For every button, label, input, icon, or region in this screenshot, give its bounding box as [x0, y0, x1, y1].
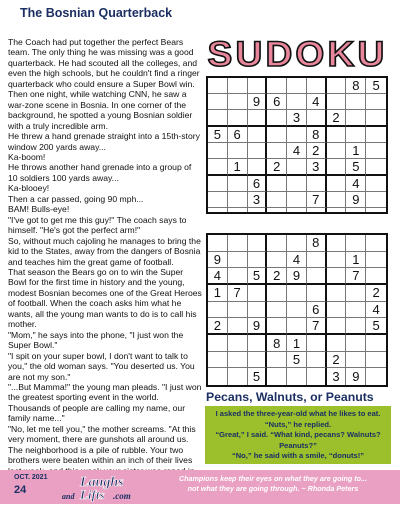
sudoku-cell[interactable]: 6 — [228, 127, 248, 143]
sudoku-cell[interactable]: 4 — [366, 302, 386, 319]
sudoku-cell[interactable] — [267, 368, 287, 385]
sudoku-cell[interactable] — [307, 176, 327, 192]
joke-title: Pecans, Walnuts, or Peanuts — [206, 390, 374, 404]
sudoku-cell[interactable]: 5 — [366, 318, 386, 335]
sudoku-cell[interactable] — [287, 285, 307, 302]
sudoku-cell[interactable]: 9 — [287, 268, 307, 285]
sudoku-cell[interactable] — [327, 159, 347, 176]
sudoku-cell[interactable] — [248, 352, 268, 369]
story-paragraph: He threw a hand grenade straight into a 15th-story window 200 yards away... — [8, 131, 200, 152]
sudoku-cell[interactable] — [228, 268, 248, 285]
sudoku-cell[interactable]: 3 — [248, 192, 268, 208]
joke-line: “Great,” I said. “What kind, pecans? Walnuts? — [215, 430, 381, 440]
sudoku-cell[interactable] — [327, 192, 347, 208]
sudoku-cell[interactable]: 7 — [307, 192, 327, 208]
sudoku-cell[interactable] — [366, 176, 386, 192]
sudoku-cell[interactable] — [327, 127, 347, 143]
sudoku-cell[interactable] — [366, 352, 386, 369]
sudoku-cell[interactable] — [366, 110, 386, 127]
sudoku-cell[interactable] — [267, 318, 287, 335]
sudoku-cell[interactable]: 2 — [208, 318, 228, 335]
quote-line: Champions keep their eyes on what they are going to... — [178, 474, 368, 483]
sudoku-cell[interactable] — [307, 268, 327, 285]
sudoku-grid-top — [206, 76, 388, 214]
sudoku-cell[interactable] — [287, 78, 307, 94]
sudoku-cell[interactable]: 4 — [287, 143, 307, 159]
sudoku-cell[interactable] — [248, 252, 268, 269]
sudoku-cell[interactable] — [208, 110, 228, 127]
sudoku-cell[interactable]: 1 — [346, 252, 366, 269]
sudoku-cell[interactable]: 4 — [346, 176, 366, 192]
story-paragraph: "I spit on your super bowl, I don't want to talk to you," the old woman says. "You deserted us. You are not my son." — [8, 350, 195, 382]
sudoku-cell[interactable]: 1 — [287, 335, 307, 352]
sudoku-cell[interactable] — [307, 368, 327, 385]
sudoku-cell[interactable] — [248, 235, 268, 252]
sudoku-cell[interactable] — [267, 352, 287, 369]
sudoku-cell[interactable] — [267, 302, 287, 319]
sudoku-cell[interactable] — [366, 335, 386, 352]
sudoku-cell[interactable] — [248, 110, 268, 127]
logo-laughs: Laughs — [80, 475, 124, 490]
story-paragraph: Then one night, while watching CNN, he saw a war-zone scene in Bosnia. In one corner of the background, he spotted a young Bosnian soldier with a truly incredible arm. — [8, 89, 193, 131]
sudoku-cell[interactable]: 2 — [307, 143, 327, 159]
sudoku-cell[interactable] — [366, 159, 386, 176]
sudoku-cell[interactable] — [287, 127, 307, 143]
sudoku-cell[interactable] — [208, 143, 228, 159]
sudoku-cell[interactable] — [228, 302, 248, 319]
sudoku-cell[interactable] — [327, 335, 347, 352]
sudoku-cell[interactable] — [287, 235, 307, 252]
sudoku-cell[interactable] — [327, 208, 347, 212]
sudoku-cell[interactable]: 3 — [327, 368, 347, 385]
sudoku-cell[interactable]: 1 — [208, 285, 228, 302]
sudoku-cell[interactable] — [248, 143, 268, 159]
sudoku-cell[interactable] — [208, 368, 228, 385]
sudoku-cell[interactable] — [327, 176, 347, 192]
sudoku-cell[interactable] — [327, 143, 347, 159]
sudoku-cell[interactable]: 5 — [208, 127, 228, 143]
sudoku-cell[interactable] — [346, 302, 366, 319]
sudoku-cell[interactable]: 2 — [267, 159, 287, 176]
sudoku-cell[interactable] — [366, 368, 386, 385]
logo-and: and — [62, 492, 75, 501]
story-paragraph: Ka-blooey! — [8, 183, 50, 194]
story-paragraph: "I've got to get me this guy!" The coach says to himself. "He's got the perfect arm!" — [8, 214, 187, 236]
sudoku-cell[interactable]: 3 — [307, 159, 327, 176]
sudoku-cell[interactable]: 8 — [307, 235, 327, 252]
sudoku-cell[interactable]: 9 — [346, 192, 366, 208]
joke-box — [205, 406, 391, 464]
sudoku-cell[interactable]: 1 — [346, 143, 366, 159]
sudoku-title — [205, 35, 390, 73]
sudoku-cell[interactable] — [248, 208, 268, 212]
story-paragraph: Then a car passed, going 90 mph... — [8, 193, 144, 204]
story-body — [8, 37, 203, 475]
sudoku-cell[interactable] — [346, 235, 366, 252]
sudoku-cell[interactable] — [228, 110, 248, 127]
story-paragraph: "Mom," he says into the phone, "I just won the Super Bowl." — [8, 329, 184, 351]
sudoku-cell[interactable] — [228, 235, 248, 252]
joke-line: Peanuts?” — [279, 440, 317, 450]
sudoku-cell[interactable] — [267, 78, 287, 94]
sudoku-cell[interactable] — [208, 176, 228, 192]
sudoku-cell[interactable] — [287, 176, 307, 192]
sudoku-cell[interactable] — [228, 208, 248, 212]
sudoku-cell[interactable] — [267, 110, 287, 127]
sudoku-cell[interactable]: 6 — [267, 94, 287, 110]
joke-line: “No,” he said with a smile, “donuts!” — [231, 451, 365, 461]
sudoku-cell[interactable] — [248, 159, 268, 176]
laughs-and-lifts-logo — [58, 472, 143, 502]
sudoku-cell[interactable] — [346, 127, 366, 143]
sudoku-cell[interactable] — [228, 192, 248, 208]
sudoku-cell[interactable] — [287, 318, 307, 335]
sudoku-cell[interactable] — [228, 78, 248, 94]
sudoku-cell[interactable] — [346, 352, 366, 369]
sudoku-cell[interactable]: 9 — [346, 368, 366, 385]
sudoku-cell[interactable] — [327, 252, 347, 269]
sudoku-cell[interactable]: 2 — [327, 352, 347, 369]
sudoku-cell[interactable] — [366, 235, 386, 252]
story-paragraph: The Coach had put together the perfect Bears team. The only thing he was missing was a good quarterback. He had scouted all the colleges, and even the high schools, but he couldn't find a ringer quarterback who could ensure a Super Bowl win. — [8, 37, 200, 89]
sudoku-cell[interactable] — [346, 335, 366, 352]
sudoku-cell[interactable] — [287, 159, 307, 176]
story-paragraph: He throws another hand grenade into a group of 10 soldiers 100 yards away... — [8, 162, 192, 183]
logo-dotcom: .com — [113, 491, 131, 501]
sudoku-cell[interactable]: 2 — [327, 110, 347, 127]
sudoku-cell[interactable] — [208, 208, 228, 212]
sudoku-cell[interactable] — [327, 78, 347, 94]
sudoku-cell[interactable]: 5 — [287, 352, 307, 369]
sudoku-cell[interactable] — [228, 352, 248, 369]
sudoku-cell[interactable] — [228, 368, 248, 385]
sudoku-cell[interactable] — [287, 192, 307, 208]
sudoku-cell[interactable] — [307, 352, 327, 369]
sudoku-cell[interactable] — [307, 252, 327, 269]
sudoku-cell[interactable] — [267, 235, 287, 252]
sudoku-cell[interactable]: 3 — [287, 110, 307, 127]
sudoku-cell[interactable] — [287, 94, 307, 110]
sudoku-cell[interactable] — [346, 94, 366, 110]
sudoku-cell[interactable]: 9 — [248, 318, 268, 335]
sudoku-cell[interactable] — [267, 252, 287, 269]
sudoku-cell[interactable] — [327, 268, 347, 285]
sudoku-cell[interactable] — [208, 352, 228, 369]
joke-line: “Nuts,” he replied. — [264, 419, 332, 429]
sudoku-cell[interactable] — [366, 127, 386, 143]
logo-lifts: Lifts — [80, 487, 105, 502]
sudoku-cell[interactable] — [327, 235, 347, 252]
sudoku-cell[interactable]: 5 — [248, 268, 268, 285]
sudoku-cell[interactable]: 8 — [267, 335, 287, 352]
sudoku-title-text: SUDOKU — [207, 35, 388, 73]
sudoku-cell[interactable] — [267, 143, 287, 159]
sudoku-cell[interactable] — [228, 176, 248, 192]
sudoku-cell[interactable]: 5 — [248, 368, 268, 385]
sudoku-cell[interactable] — [346, 285, 366, 302]
footer-quote — [148, 474, 398, 493]
sudoku-cell[interactable] — [228, 143, 248, 159]
sudoku-cell[interactable]: 2 — [366, 285, 386, 302]
story-paragraph: That season the Bears go on to win the Super Bowl for the first time in history and the young, modest Bosnian becomes one of the Great Heroes of football. When the coach asks him what he wants, all the young man wants to do is to call his mother. — [8, 266, 202, 330]
sudoku-cell[interactable] — [248, 335, 268, 352]
sudoku-cell[interactable] — [307, 78, 327, 94]
story-paragraph: BAM! Bulls-eye! — [8, 204, 70, 215]
sudoku-cell[interactable] — [287, 208, 307, 212]
sudoku-cell[interactable]: 2 — [267, 268, 287, 285]
sudoku-cell[interactable] — [267, 192, 287, 208]
sudoku-cell[interactable] — [267, 127, 287, 143]
sudoku-cell[interactable] — [346, 110, 366, 127]
sudoku-cell[interactable]: 9 — [208, 252, 228, 269]
joke-line: I asked the three-year-old what he likes to eat. — [215, 409, 381, 418]
story-title: The Bosnian Quarterback — [20, 6, 173, 20]
sudoku-cell[interactable]: 4 — [307, 94, 327, 110]
sudoku-cell[interactable] — [208, 302, 228, 319]
sudoku-cell[interactable]: 6 — [248, 176, 268, 192]
sudoku-cell[interactable] — [208, 335, 228, 352]
sudoku-cell[interactable] — [267, 285, 287, 302]
sudoku-cell[interactable] — [327, 94, 347, 110]
sudoku-cell[interactable] — [228, 94, 248, 110]
sudoku-cell[interactable] — [307, 285, 327, 302]
sudoku-cell[interactable] — [228, 252, 248, 269]
story-paragraph: So, without much cajoling he manages to bring the kid to the States, away from the dangers of Bosnia and teaches him the great game of football. — [8, 235, 201, 267]
sudoku-cell[interactable]: 8 — [346, 78, 366, 94]
sudoku-cell[interactable]: 1 — [228, 159, 248, 176]
sudoku-cell[interactable] — [327, 318, 347, 335]
sudoku-cell[interactable] — [366, 268, 386, 285]
sudoku-cell[interactable]: 7 — [307, 318, 327, 335]
sudoku-cell[interactable]: 5 — [366, 78, 386, 94]
sudoku-cell[interactable] — [208, 192, 228, 208]
sudoku-cell[interactable]: 8 — [307, 127, 327, 143]
sudoku-cell[interactable] — [366, 208, 386, 212]
sudoku-cell[interactable] — [248, 78, 268, 94]
sudoku-grid-bottom — [206, 233, 388, 387]
sudoku-cell[interactable] — [267, 208, 287, 212]
sudoku-cell[interactable] — [228, 335, 248, 352]
sudoku-cell[interactable] — [248, 127, 268, 143]
sudoku-cell[interactable] — [208, 235, 228, 252]
issue-date: OCT. 2021 — [14, 474, 48, 481]
story-paragraph: Ka-boom! — [8, 151, 46, 162]
sudoku-cell[interactable] — [327, 285, 347, 302]
sudoku-cell[interactable]: 4 — [287, 252, 307, 269]
sudoku-cell[interactable] — [287, 302, 307, 319]
sudoku-cell[interactable] — [307, 110, 327, 127]
quote-line: not what they are going through. ~ Rhonda Peters — [187, 483, 359, 493]
sudoku-cell[interactable] — [208, 159, 228, 176]
sudoku-cell[interactable]: 9 — [248, 94, 268, 110]
sudoku-cell[interactable] — [287, 368, 307, 385]
sudoku-cell[interactable] — [366, 94, 386, 110]
sudoku-cell[interactable] — [208, 78, 228, 94]
sudoku-cell[interactable] — [346, 318, 366, 335]
page-number: 24 — [14, 484, 27, 496]
sudoku-cell[interactable] — [346, 208, 366, 212]
sudoku-cell[interactable] — [248, 302, 268, 319]
sudoku-cell[interactable] — [327, 302, 347, 319]
story-paragraph: "...But Mamma!" the young man pleads. "I just won the greatest sporting event in the world. Thousands of people are calling my name, our family name..." — [8, 381, 202, 424]
sudoku-cell[interactable]: 6 — [307, 302, 327, 319]
sudoku-cell[interactable] — [366, 252, 386, 269]
sudoku-cell[interactable]: 7 — [228, 285, 248, 302]
sudoku-cell[interactable] — [366, 192, 386, 208]
sudoku-cell[interactable] — [307, 335, 327, 352]
sudoku-cell[interactable] — [307, 208, 327, 212]
sudoku-cell[interactable] — [366, 143, 386, 159]
sudoku-cell[interactable] — [267, 176, 287, 192]
sudoku-cell[interactable]: 4 — [208, 268, 228, 285]
sudoku-cell[interactable] — [208, 94, 228, 110]
sudoku-cell[interactable] — [228, 318, 248, 335]
sudoku-cell[interactable]: 5 — [346, 159, 366, 176]
story-paragraph: "No, let me tell you," the mother screams. "At this very moment, there are gunshots all around us. The neighborhood is a pile of rubble. Your two brothers were beaten within an inch of their lives — [8, 423, 196, 466]
sudoku-cell[interactable]: 7 — [346, 268, 366, 285]
sudoku-cell[interactable] — [248, 285, 268, 302]
